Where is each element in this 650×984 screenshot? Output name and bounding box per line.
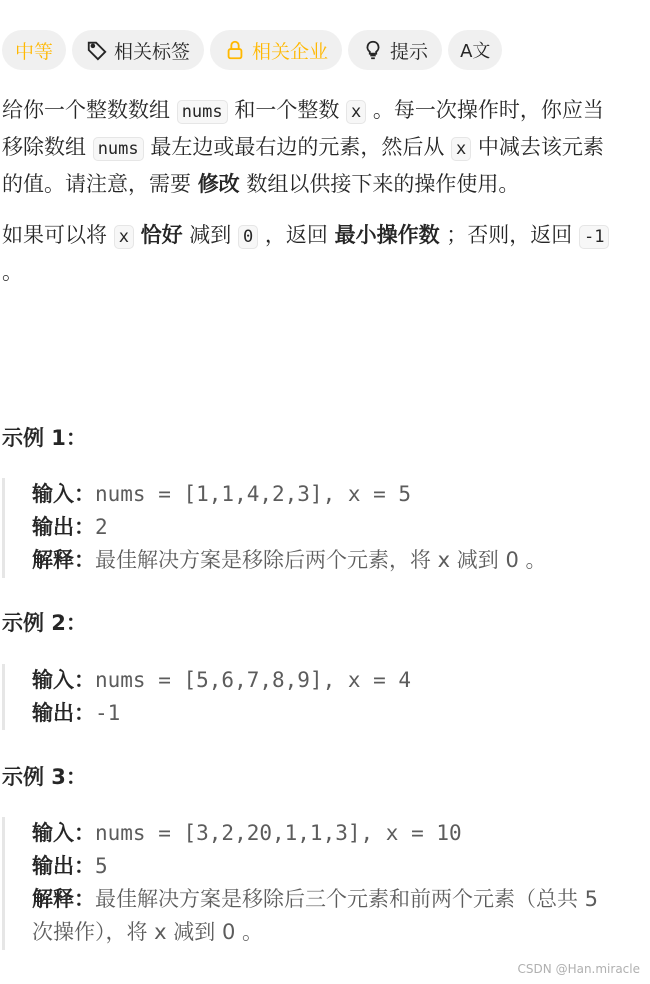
example-input bbox=[32, 817, 622, 850]
difficulty-badge: 中等 bbox=[2, 30, 66, 70]
desc-text: ，返回 bbox=[258, 223, 335, 247]
desc-text: 给你一个整数数组 bbox=[2, 98, 177, 122]
description-paragraph-2 bbox=[2, 218, 624, 290]
example-2-title: 示例 2： bbox=[2, 611, 87, 635]
translate-icon: A文 bbox=[460, 41, 491, 62]
inline-code: x bbox=[451, 137, 471, 161]
output-label: 输出： bbox=[32, 854, 95, 878]
problem-description bbox=[2, 93, 624, 290]
example-3-title: 示例 3： bbox=[2, 765, 87, 789]
input-label: 输入： bbox=[32, 821, 95, 845]
watermark: CSDN @Han.miracle bbox=[517, 962, 640, 976]
output-value: -1 bbox=[95, 701, 121, 725]
explain-value: 最佳解决方案是移除后三个元素和前两个元素（总共 5 次操作），将 x 减到 0 。 bbox=[32, 887, 599, 944]
desc-text: 减到 bbox=[182, 223, 238, 247]
input-label: 输入： bbox=[32, 482, 95, 506]
example-2-block bbox=[2, 664, 622, 730]
input-value: nums = [1,1,4,2,3], x = 5 bbox=[95, 482, 412, 506]
related-tags-label: 相关标签 bbox=[114, 40, 191, 63]
emphasis-text: 最小操作数 bbox=[334, 223, 440, 247]
output-label: 输出： bbox=[32, 701, 95, 725]
example-explanation bbox=[32, 544, 622, 577]
desc-text: 最左边或最右边的元素，然后从 bbox=[143, 135, 451, 159]
inline-code: x bbox=[346, 100, 366, 124]
tag-icon bbox=[86, 39, 108, 61]
output-value: 2 bbox=[95, 515, 108, 539]
example-output bbox=[32, 850, 622, 883]
translate-button[interactable] bbox=[448, 30, 502, 70]
input-value: nums = [5,6,7,8,9], x = 4 bbox=[95, 668, 412, 692]
related-company-label: 相关企业 bbox=[252, 40, 329, 63]
example-1-title: 示例 1： bbox=[2, 426, 87, 450]
inline-code: nums bbox=[177, 100, 228, 124]
desc-text: 。每一次操作时，你应当移除数组 bbox=[2, 98, 604, 159]
example-3-block bbox=[2, 817, 622, 950]
explain-label: 解释： bbox=[32, 548, 95, 572]
example-input bbox=[32, 478, 622, 511]
desc-text: 数组以供接下来的操作使用。 bbox=[239, 172, 520, 196]
explain-label: 解释： bbox=[32, 887, 95, 911]
inline-code: 0 bbox=[238, 225, 258, 249]
example-explanation bbox=[32, 883, 622, 949]
lightbulb-icon bbox=[362, 39, 384, 61]
example-output bbox=[32, 511, 622, 544]
explain-value: 最佳解决方案是移除后两个元素，将 x 减到 0 。 bbox=[95, 548, 547, 572]
hint-label: 提示 bbox=[390, 40, 429, 63]
input-value: nums = [3,2,20,1,1,3], x = 10 bbox=[95, 821, 462, 845]
output-label: 输出： bbox=[32, 515, 95, 539]
description-paragraph-1 bbox=[2, 93, 624, 202]
inline-code: x bbox=[114, 225, 134, 249]
example-output bbox=[32, 697, 622, 730]
desc-text: ；否则，返回 bbox=[439, 223, 579, 247]
hint-button[interactable] bbox=[348, 30, 442, 70]
tag-bar bbox=[2, 30, 502, 70]
example-1-block bbox=[2, 478, 622, 578]
inline-code: -1 bbox=[579, 225, 609, 249]
emphasis-text: 修改 bbox=[197, 172, 240, 196]
desc-text: 和一个整数 bbox=[227, 98, 346, 122]
desc-text: 。 bbox=[2, 260, 23, 284]
inline-code: nums bbox=[93, 137, 144, 161]
output-value: 5 bbox=[95, 854, 108, 878]
lock-icon bbox=[224, 39, 246, 61]
input-label: 输入： bbox=[32, 668, 95, 692]
related-company-button[interactable] bbox=[210, 30, 342, 70]
emphasis-text: 恰好 bbox=[140, 223, 183, 247]
example-input bbox=[32, 664, 622, 697]
related-tags-button[interactable] bbox=[72, 30, 204, 70]
desc-text: 如果可以将 bbox=[2, 223, 114, 247]
desc-text: 中减去该元素的值。请注意，需要 bbox=[2, 135, 604, 196]
